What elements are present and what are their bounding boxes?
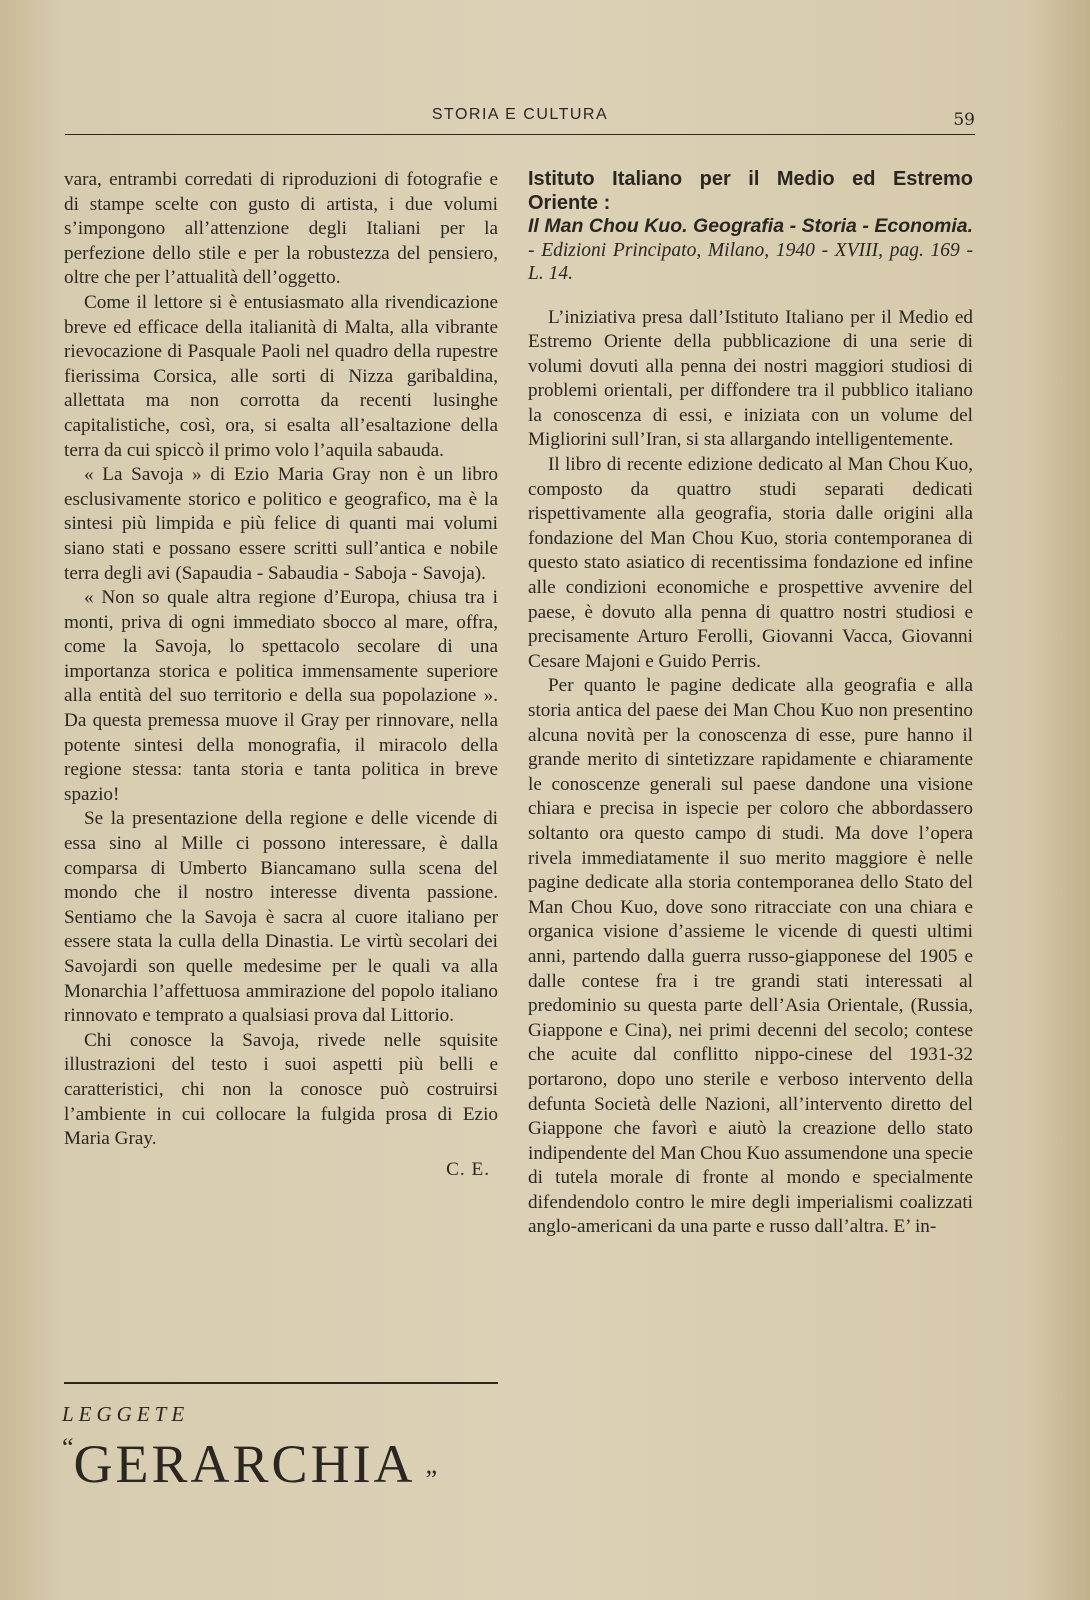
paragraph: L’iniziativa presa dall’Istituto Italiano per il Medio ed Estremo Oriente della pubblicazione di una serie di volumi dovuti alla penna dei nostri maggiori studiosi di problemi orientali, per diffondere tra il pubblico italiano la conoscenza di essi, e iniziata con un volume del Migliorini sull’Iran, si sta allargando intelligentemente. [528, 306, 973, 451]
review-publication: - Edizioni Principato, Milano, 1940 - XVIII, pag. 169 - L. 14. [528, 239, 973, 284]
paragraph: Per quanto le pagine dedicate alla geografia e alla storia antica del paese dei Man Chou Kuo non presentino alcuna novità per la conoscenza di esse, pure hanno il grande merito di sintetizzare rapidamente e chiaramente le conoscenze generali sul paese dandone una visione chiara e precisa in ispecie per coloro che abbordassero soltanto ora questo campo di studi. Ma dove l’opera rivela immediatamente il suo merito maggiore è nelle pagine dedicate alla storia contemporanea dello Stato del Man Chou Kuo, dove sono ritracciate con una chiara e organica visione d’assieme le vicende di questi ultimi anni, partendo dalla guerra russo-giapponese del 1905 e dalle contese fra i tre grandi stati interessati al predominio su questa parte dell’Asia Orientale, (Russia, Giappone e Cina), nei primi decenni del secolo; contese che acuite dal conflitto nippo-cinese del 1931-32 portarono, dopo uno sterile e verboso intervento della defunta Società delle Nazioni, all’intervento diretto del Giappone che favorì e aiutò la creazione dello stato indipendente del Man Chou Kuo assumendone una specie di tutela morale di fronte al mondo e specialmente difendendolo contro le mire degli imperialismi coalizzati anglo-americani da una parte e russo dall’altra. E’ in- [528, 675, 973, 1238]
advert-title [62, 1433, 502, 1495]
paragraph: « La Savoja » di Ezio Maria Gray non è un libro esclusivamente storico e politico e geografico, ma è la sintesi più limpida e più felice di quanti mai volumi siano stati e possano essere scritti sull’antica e nobile terra degli avi (Sapaudia - Sabaudia - Saboja - Savoja). [64, 464, 498, 584]
paragraph: « Non so quale altra regione d’Europa, chiusa tra i monti, priva di ogni immediato sbocco al mare, offra, come la Savoja, lo spettacolo secolare di una importanza storica e politica immensamente superiore alla entità del suo territorio e della sua popolazione ». Da questa premessa muove il Gray per rinnovare, nella potente sintesi della monografia, il miracolo della regione stessa: tanta storia e tanta politica in breve spazio! [64, 587, 498, 805]
paragraph: Se la presentazione della regione e delle vicende di essa sino al Mille ci possono interessare, è dalla comparsa di Umberto Biancamano sulla scena del mondo che il nostro interesse diventa passione. Sentiamo che la Savoja è sacra al cuore italiano per essere stata la culla della Dinastia. Le virtù secolari dei Savojardi son quelle medesime per le quali va alla Monarchia l’affettuosa ammirazione del popolo italiano rinnovato e temprato a qualsiasi prova dal Littorio. [64, 808, 498, 1027]
advert-close-quote: ” [425, 1465, 438, 1494]
header-rule [65, 134, 975, 135]
advert-title-text: GERARCHIA [73, 1434, 416, 1494]
paragraph: Come il lettore si è entusiasmato alla rivendicazione breve ed efficace della italianità di Malta, alla vibrante rievocazione di Pasquale Paoli nel quadro della rupestre fierissima Corsica, alle sorti di Nizza garibaldina, allettata ma non corrotta da recenti lusinghe capitalistiche, così, ora, si esalta all’esaltazione della terra da cui spiccò il primo volo l’aquila sabauda. [64, 291, 498, 461]
advert-lead: LEGGETE [62, 1402, 190, 1426]
paragraph: vara, entrambi corredati di riproduzioni di fotografie e di stampe scelte con gusto di artista, i due volumi s’impongono all’attenzione degli Italiani per la perfezione dello stile e per la robustezza del pensiero, oltre che per l’attualità dell’oggetto. [64, 169, 498, 289]
page-number: 59 [953, 110, 975, 130]
paragraph: Il libro di recente edizione dedicato al Man Chou Kuo, composto da quattro studi separati dedicati rispettivamente alla geografia, storia dalle origini alla fondazione del Man Chou Kuo, storia contemporanea di questo stato asiatico di recentissima fondazione ed infine alle condizioni economiche e prospettive avvenire del paese, è dovuto alla penna di quattro nostri studiosi e precisamente Arturo Ferolli, Giovanni Vacca, Giovanni Cesare Majoni e Guido Perris. [528, 454, 973, 672]
left-column [64, 168, 498, 1182]
running-header [65, 104, 975, 130]
review-book-title: Il Man Chou Kuo. Geografia - Storia - Economia. [528, 215, 973, 237]
right-column [528, 168, 973, 1240]
section-title: STORIA E CULTURA [431, 106, 609, 123]
paragraph: Chi conosce la Savoja, rivede nelle squisite illustrazioni del testo i suoi aspetti più belli e caratteristici, chi non la conosce può costruirsi l’ambiente in cui collocare la fulgida prosa di Ezio Maria Gray. [64, 1029, 498, 1150]
review-heading [528, 168, 973, 286]
author-signature: C. E. [446, 1158, 490, 1180]
advert-open-quote: “ [62, 1433, 74, 1462]
advert-rule [64, 1382, 498, 1384]
review-institution: Istituto Italiano per il Medio ed Estremo Oriente : [528, 168, 973, 214]
